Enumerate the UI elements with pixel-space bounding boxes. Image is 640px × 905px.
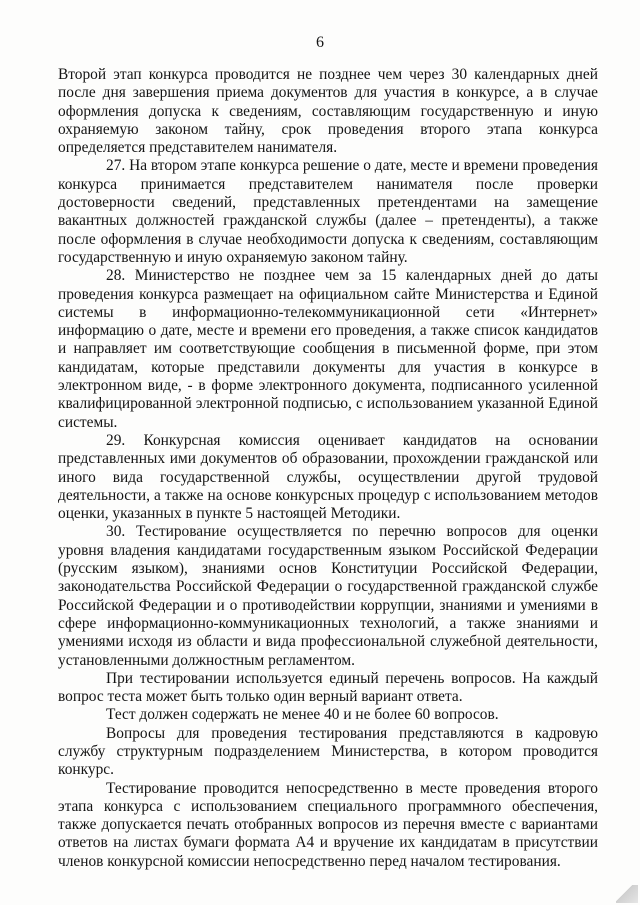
paragraph-30: 30. Тестирование осуществляется по перечню вопросов для оценки уровня владения кандидатами государственным языком Российской Федерации (русским языком), знаниями основ Конституции Российской Федерации, законодательства Российской Федерации о государственной гражданской службе Российской Федерации и о противодействии коррупции, знаниями и умениями в сфере информационно-коммуникационных технологий, а также знаниями и умениями исходя из области и вида профессиональной служебной деятельности, установленными должностным регламентом.: [58, 523, 598, 669]
paragraph-single-question-list: При тестировании используется единый перечень вопросов. На каждый вопрос теста может быть только один верный вариант ответа.: [58, 669, 598, 706]
page-corner-mark: [616, 885, 638, 903]
paragraph-testing-procedure: Тестирование проводится непосредственно в месте проведения второго этапа конкурса с использованием специального программного обеспечения, также допускается печать отобранных вопросов из перечня вместе с вариантами ответов на листах бумаги формата А4 и вручение их кандидатам в присутствии членов конкурсной комиссии непосредственно перед началом тестирования.: [58, 779, 598, 870]
document-body: [58, 66, 598, 871]
paragraph-28: 28. Министерство не позднее чем за 15 календарных дней до даты проведения конкурса размещает на официальном сайте Министерства и Единой системы в информационно-телекоммуникационной сети «Интернет» информацию о дате, месте и времени его проведения, а также список кандидатов и направляет им соответствующие сообщения в письменной форме, при этом кандидатам, которые представили документы для участия в конкурсе в электронном виде, - в форме электронного документа, подписанного усиленной квалифицированной электронной подписью, с использованием указанной Единой системы.: [58, 267, 598, 431]
paragraph-second-stage: Второй этап конкурса проводится не позднее чем через 30 календарных дней после дня завершения приема документов для участия в конкурсе, а в случае оформления допуска к сведениям, составляющим государственную и иную охраняемую законом тайну, срок проведения второго этапа конкурса определяется представителем нанимателя.: [58, 66, 598, 157]
paragraph-questions-source: Вопросы для проведения тестирования представляются в кадровую службу структурным подразделением Министерства, в котором проводится конкурс.: [58, 724, 598, 779]
paragraph-test-size: Тест должен содержать не менее 40 и не более 60 вопросов.: [106, 706, 499, 724]
paragraph-27: 27. На втором этапе конкурса решение о дате, месте и времени проведения конкурса принимается представителем нанимателя после проверки достоверности сведений, представленных претендентами на замещение вакантных должностей гражданской службы (далее – претенденты), а также после оформления в случае необходимости допуска к сведениям, составляющим государственную и иную охраняемую законом тайну.: [58, 157, 598, 266]
page-number: 6: [316, 34, 324, 51]
paragraph-29: 29. Конкурсная комиссия оценивает кандидатов на основании представленных ими документов об образовании, прохождении гражданской или иного вида государственной службы, осуществлении другой трудовой деятельности, а также на основе конкурсных процедур с использованием методов оценки, указанных в пункте 5 настоящей Методики.: [58, 431, 598, 523]
